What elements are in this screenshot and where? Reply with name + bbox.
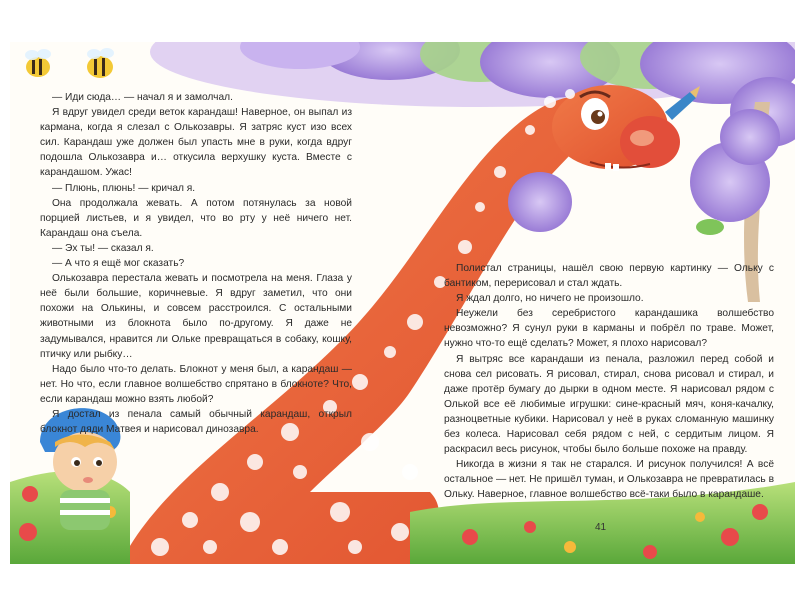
- paragraph: Надо было что-то делать. Блокнот у меня был, а карандаш — нет. Но что, если главное волшебство спрятано в блокноте? Что, если карандаш можно взять любой?: [40, 363, 352, 405]
- paragraph: Она продолжала жевать. А потом потянулась за новой порцией листьев, и я увидел, что во рту у неё ничего нет. Карандаш она съела.: [40, 197, 352, 239]
- paragraph: Никогда в жизни я так не старался. И рисунок получился! А всё остальное — нет. Не пришёл туман, и Олькозавра не превратилась в Ольку. Наверное, главное волшебство всё-таки было в карандаше.: [444, 459, 774, 501]
- paragraph: Я вытряс все карандаши из пенала, разложил перед собой и снова сел рисовать. Я рисовал, стирал, снова рисовал и стирал, и даже протёр бумагу до дырки в одном месте. Я нарисовал рядом с Олькой все её любимые игрушки: сине-красный мяч, коня-качалку, разноцветные кубики. Нарисовал у неё в руках сломанную машинку без колеса. Нарисовал себя рядом с ней, с сердитым лицом. Я раскрасил весь рисунок, чтобы было больше похоже на правду.: [444, 353, 774, 456]
- paragraph: Олькозавра перестала жевать и посмотрела на меня. Глаза у неё были большие, коричневые. Я вдруг заметил, что они похожи на Олькины, и совсем расстроился. С остальными животными из блокнота было по-другому. Я даже не задумывался, нравится ли Ольке превращаться в собаку, кошку, птичку или рыбку…: [40, 273, 352, 360]
- bee-2: [87, 48, 114, 78]
- paragraph: Я ждал долго, но ничего не произошло.: [456, 293, 644, 305]
- paragraph: Я достал из пенала самый обычный карандаш, открыл блокнот дяди Матвея и нарисовал динозавра.: [40, 408, 352, 436]
- paragraph: Неужели без серебристого карандашика волшебство невозможно? Я сунул руки в карманы и побрёл по траве. Может, нужно что-то ещё сделать? Может, я плохо нарисовал?: [444, 308, 774, 350]
- paragraph: — А что я ещё мог сказать?: [52, 258, 185, 270]
- paragraph: — Эх ты! — сказал я.: [52, 242, 154, 254]
- page-number: 41: [595, 522, 607, 533]
- paragraph: Я вдруг увидел среди веток карандаш! Наверное, он выпал из кармана, когда я слезал с Олькозавры. Я затряс куст изо всех сил. Карандаш уже должен был упасть мне в руки, когда вдруг подошла Олькозавра и… откусила верхушку куста. Вместе с карандашом. Ужас!: [40, 107, 352, 179]
- paragraph: — Иди сюда… — начал я и замолчал.: [52, 92, 233, 103]
- text-column-left: [40, 90, 352, 437]
- book-spread: [10, 42, 795, 564]
- paragraph: — Плюнь, плюнь! — кричал я.: [52, 182, 196, 194]
- bee-1: [25, 49, 51, 77]
- paragraph: Полистал страницы, нашёл свою первую картинку — Ольку с бантиком, перерисовал и стал ждать.: [444, 263, 774, 290]
- text-column-right: [444, 261, 774, 503]
